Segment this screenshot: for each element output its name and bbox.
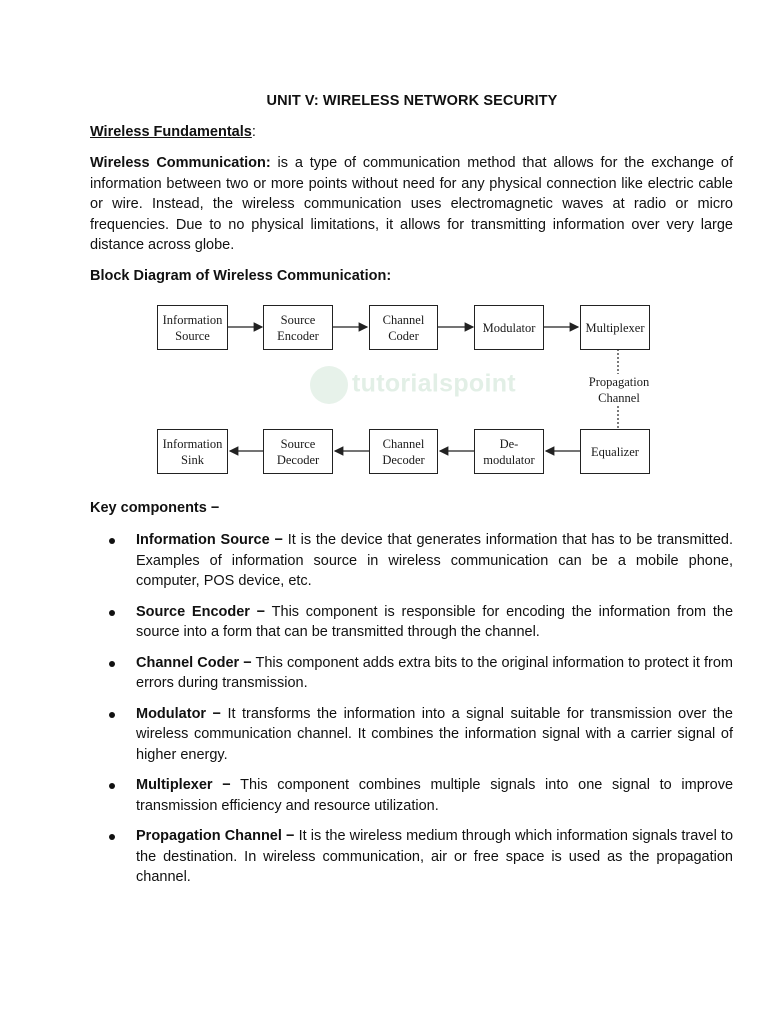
component-name: Modulator − <box>136 705 222 722</box>
list-item <box>90 653 733 694</box>
block-diagram <box>150 296 660 482</box>
box-channel-coder: Channel Coder <box>369 305 438 350</box>
list-item <box>90 530 733 592</box>
component-name: Propagation Channel − <box>136 828 295 844</box>
component-text: This component adds extra bits to the original information to protect it from errors during transmission. <box>136 654 733 691</box>
components-list <box>90 530 733 898</box>
box-source-encoder: Source Encoder <box>263 305 333 350</box>
box-modulator: Modulator <box>474 305 544 350</box>
bullet-icon <box>109 712 115 718</box>
bullet-icon <box>109 783 115 789</box>
component-text: This component combines multiple signals into one signal to improve transmission efficiency and resource utilization. <box>136 777 734 814</box>
diagram-heading: Block Diagram of Wireless Communication: <box>90 268 392 284</box>
list-item <box>90 704 733 766</box>
section-heading-text: Wireless Fundamentals <box>90 124 252 140</box>
component-name: Source Encoder − <box>136 603 266 620</box>
section-heading-colon: : <box>251 124 256 140</box>
watermark-text: tutorialspoint <box>352 369 516 398</box>
box-multiplexer: Multiplexer <box>580 305 650 350</box>
component-name: Information Source − <box>136 532 283 548</box>
list-item <box>90 602 733 643</box>
component-name: Channel Coder − <box>136 654 252 671</box>
bullet-icon <box>109 538 115 544</box>
component-text: It transforms the information into a signal suitable for transmission over the wireless communication channel. It combines the information signal with a carrier signal of higher energy. <box>136 705 733 763</box>
component-name: Multiplexer − <box>136 777 231 793</box>
box-information-source: Information Source <box>157 305 228 350</box>
box-source-decoder: Source Decoder <box>263 429 333 474</box>
component-text: It is the device that generates information that has to be transmitted. Examples of information source in wireless communication can be a mobile phone, computer, POS device, etc. <box>136 532 733 589</box>
bullet-icon <box>109 834 115 840</box>
bullet-icon <box>109 661 115 667</box>
intro-term: Wireless Communication: <box>90 155 271 171</box>
box-equalizer: Equalizer <box>580 429 650 474</box>
bullet-icon <box>109 610 115 616</box>
page-title: UNIT V: WIRELESS NETWORK SECURITY <box>266 93 558 109</box>
propagation-channel-label: Propagation Channel <box>581 374 657 406</box>
list-item <box>90 826 733 888</box>
intro-paragraph <box>90 153 733 256</box>
box-information-sink: Information Sink <box>157 429 228 474</box>
box-channel-decoder: Channel Decoder <box>369 429 438 474</box>
key-components-heading: Key components − <box>90 500 220 516</box>
intro-text: is a type of communication method that allows for the exchange of information between two or more points without need for any physical connection like electric cable or wire. Instead, the wireless communication uses electromagnetic waves at radio or micro frequencies. Due to no physical limitations, it allows for transmitting information over very large distance across globe. <box>90 155 734 253</box>
component-text: This component is responsible for encoding the information from the source into a form that can be transmitted through the channel. <box>136 603 734 640</box>
list-item <box>90 775 733 816</box>
box-demodulator: De- modulator <box>474 429 544 474</box>
section-heading <box>90 124 256 140</box>
component-text: It is the wireless medium through which information signals travel to the destination. In wireless communication, air or free space is used as the propagation channel. <box>136 828 734 885</box>
